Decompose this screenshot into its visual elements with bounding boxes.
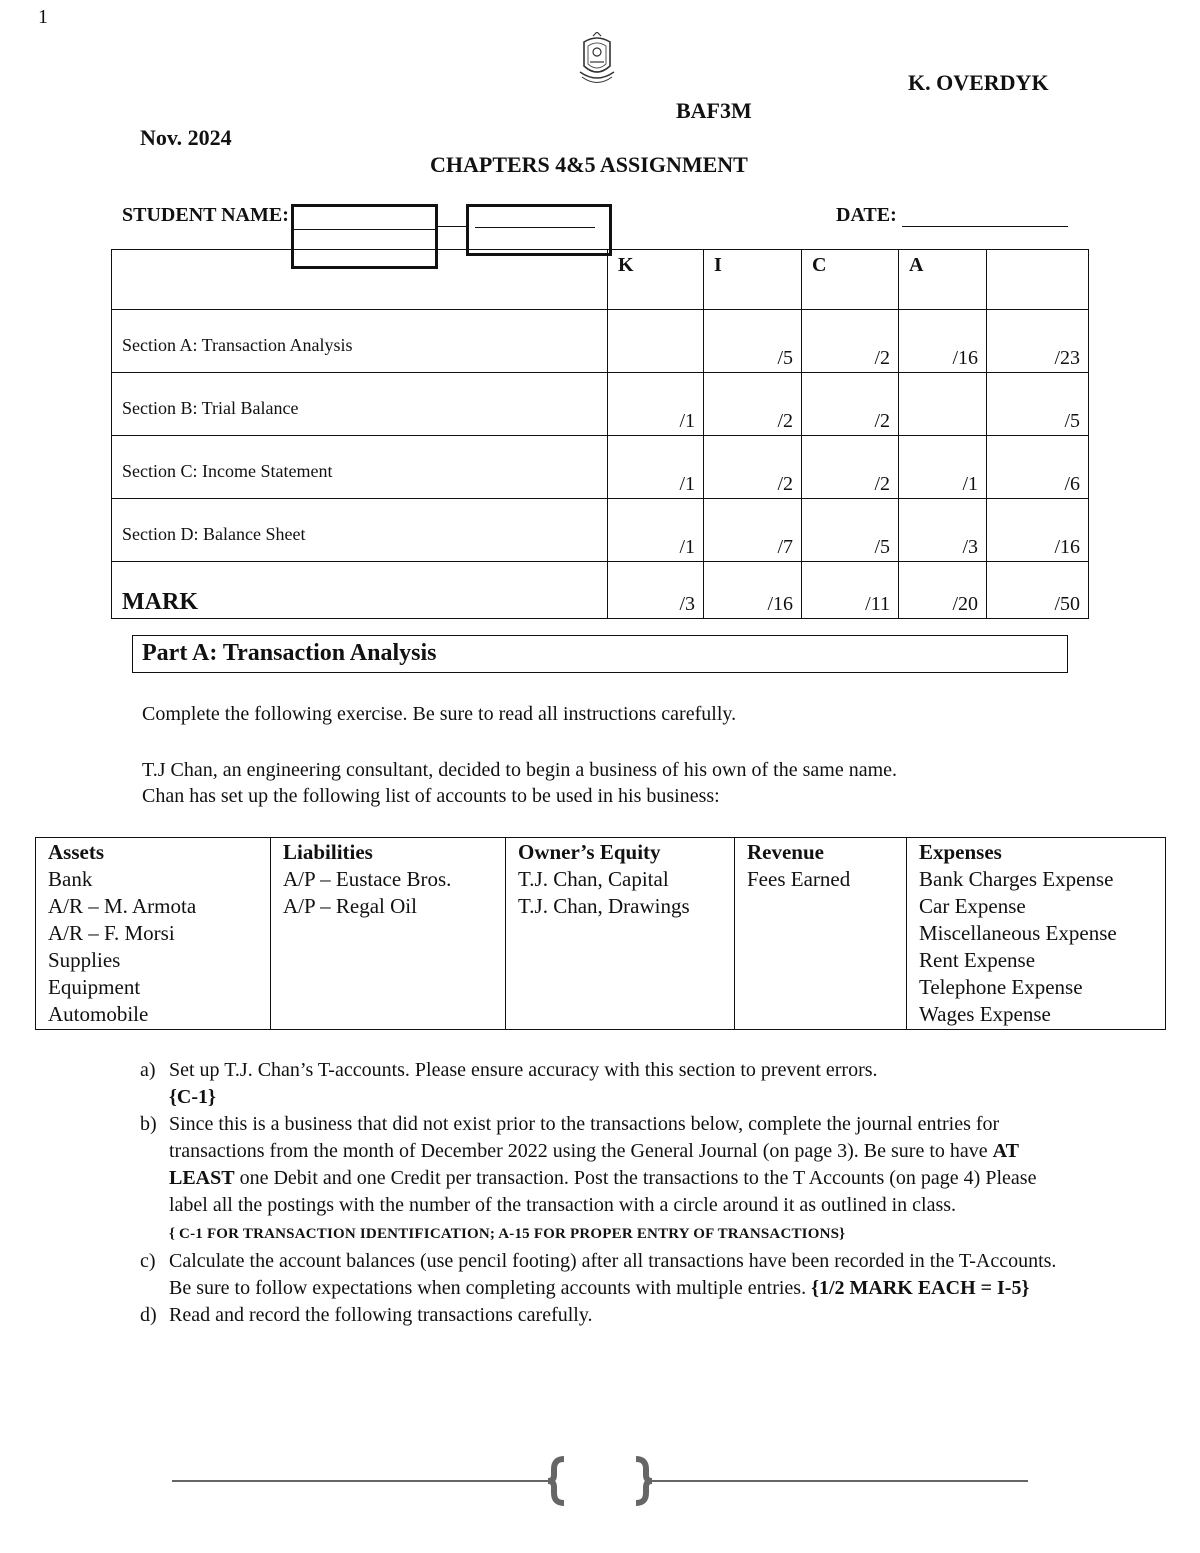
marks-cell: /23	[987, 310, 1089, 373]
instruction-text: Set up T.J. Chan’s T-accounts. Please ensure accuracy with this section to prevent errors.	[169, 1059, 878, 1081]
marks-col-header: K	[608, 250, 704, 310]
instruction-letter: c)	[140, 1250, 156, 1272]
marks-row-label: Section A: Transaction Analysis	[112, 310, 608, 373]
marks-cell: /5	[987, 373, 1089, 436]
part-a-heading: Part A: Transaction Analysis	[132, 635, 1068, 673]
account-item: Fees Earned	[747, 867, 851, 891]
marks-cell	[608, 310, 704, 373]
account-item: Bank Charges Expense	[919, 867, 1114, 891]
marks-total-cell: /50	[987, 562, 1089, 619]
story-text-line-2: Chan has set up the following list of accounts to be used in his business:	[142, 785, 720, 807]
instruction-item-d	[140, 1302, 1070, 1329]
marks-total-cell: /11	[802, 562, 899, 619]
marks-cell: /2	[802, 373, 899, 436]
marks-row-label: Section C: Income Statement	[112, 436, 608, 499]
chart-of-accounts-table	[35, 837, 1166, 1030]
accounts-column-revenue	[735, 838, 907, 1030]
date-label: DATE:	[836, 204, 897, 226]
marks-cell: /2	[704, 373, 802, 436]
instructions-list	[140, 1057, 1070, 1329]
course-code: BAF3M	[676, 98, 752, 123]
marks-cell: /5	[802, 499, 899, 562]
account-item: Equipment	[48, 975, 141, 999]
marks-cell: /1	[899, 436, 987, 499]
instruction-text: Calculate the account balances (use pencil footing) after all transactions have been recorded in the T-Accounts. Be sure to follow expectations when completing accounts with multiple entries.	[169, 1250, 1057, 1299]
marks-total-label: MARK	[112, 562, 608, 619]
account-item: Supplies	[48, 948, 121, 972]
marks-header-row	[112, 250, 1089, 310]
marks-total-cell: /16	[704, 562, 802, 619]
instruction-item-c	[140, 1248, 1070, 1302]
marks-col-header: A	[899, 250, 987, 310]
marks-cell: /16	[987, 499, 1089, 562]
assignment-title: CHAPTERS 4&5 ASSIGNMENT	[430, 152, 748, 177]
accounts-heading: Owner’s Equity	[518, 840, 661, 864]
account-item: Bank	[48, 867, 93, 891]
accounts-column-expenses	[907, 838, 1166, 1030]
name-connector-line	[438, 226, 468, 227]
marks-col-header: C	[802, 250, 899, 310]
marks-row-label: Section B: Trial Balance	[112, 373, 608, 436]
marks-cell: /7	[704, 499, 802, 562]
account-item: Miscellaneous Expense	[919, 921, 1117, 945]
accounts-heading: Assets	[48, 840, 104, 864]
marks-total-cell: /20	[899, 562, 987, 619]
footer-page-ornament	[172, 1455, 1028, 1507]
account-item: Rent Expense	[919, 948, 1036, 972]
marks-row	[112, 310, 1089, 373]
marking-tag: { C-1 FOR TRANSACTION IDENTIFICATION; A-15 FOR PROPER ENTRY OF TRANSACTIONS}	[169, 1226, 846, 1242]
marks-cell: /1	[608, 436, 704, 499]
accounts-row	[36, 838, 1166, 1030]
account-item: A/R – F. Morsi	[48, 921, 175, 945]
instruction-letter: a)	[140, 1059, 156, 1081]
intro-text: Complete the following exercise. Be sure to read all instructions carefully.	[142, 703, 737, 725]
marks-col-header: I	[704, 250, 802, 310]
accounts-heading: Expenses	[919, 840, 1002, 864]
marks-cell: /1	[608, 373, 704, 436]
account-item: Wages Expense	[919, 1002, 1051, 1026]
account-item: A/P – Regal Oil	[283, 894, 417, 918]
account-item: Automobile	[48, 1002, 149, 1026]
marks-cell: /6	[987, 436, 1089, 499]
marks-cell: /2	[802, 310, 899, 373]
student-name-label: STUDENT NAME:	[122, 204, 289, 226]
teacher-name: K. OVERDYK	[908, 70, 1049, 95]
school-crest-logo	[576, 32, 618, 88]
marks-row	[112, 373, 1089, 436]
account-item: T.J. Chan, Drawings	[518, 894, 690, 918]
instruction-item-a	[140, 1057, 1070, 1111]
marking-tag: {1/2 MARK EACH = I-5}	[811, 1277, 1030, 1299]
instruction-text: Since this is a business that did not exist prior to the transactions below, complete the journal entries for transactions from the month of December 2022 using the General Journal (on page 3). Be sure to have	[169, 1113, 1000, 1162]
accounts-column-liabilities	[271, 838, 506, 1030]
marks-cell	[899, 373, 987, 436]
marks-total-cell: /3	[608, 562, 704, 619]
accounts-heading: Liabilities	[283, 840, 373, 864]
account-item: A/P – Eustace Bros.	[283, 867, 452, 891]
marking-tag: {C-1}	[169, 1086, 216, 1108]
marks-total-row	[112, 562, 1089, 619]
instruction-letter: d)	[140, 1304, 157, 1326]
marks-row-label: Section D: Balance Sheet	[112, 499, 608, 562]
account-item: A/R – M. Armota	[48, 894, 197, 918]
marks-cell: /16	[899, 310, 987, 373]
assignment-date: Nov. 2024	[140, 125, 232, 150]
instruction-item-b	[140, 1111, 1070, 1248]
marks-col-header	[987, 250, 1089, 310]
marks-cell: /5	[704, 310, 802, 373]
marks-cell: /2	[704, 436, 802, 499]
marks-cell: /1	[608, 499, 704, 562]
marks-header-blank	[112, 250, 608, 310]
instruction-text: Read and record the following transactions carefully.	[169, 1304, 593, 1326]
instruction-text-continued: one Debit and one Credit per transaction. Post the transactions to the T Accounts (on page 4) Please label all the postings with the number of the transaction with a circle around it as outlined in class.	[169, 1167, 1037, 1216]
accounts-heading: Revenue	[747, 840, 824, 864]
accounts-column-assets	[36, 838, 271, 1030]
date-field-line[interactable]	[902, 226, 1068, 227]
marks-row	[112, 499, 1089, 562]
account-item: Telephone Expense	[919, 975, 1083, 999]
marks-cell: /2	[802, 436, 899, 499]
emphasis-text: AT LEAST	[169, 1140, 1019, 1189]
marks-table	[111, 249, 1089, 619]
account-item: T.J. Chan, Capital	[518, 867, 669, 891]
instruction-letter: b)	[140, 1113, 157, 1135]
marks-row	[112, 436, 1089, 499]
accounts-column-owners-equity	[506, 838, 735, 1030]
page-number: 1	[38, 6, 48, 28]
marks-cell: /3	[899, 499, 987, 562]
account-item: Car Expense	[919, 894, 1026, 918]
story-text-line-1: T.J Chan, an engineering consultant, decided to begin a business of his own of the same name.	[142, 759, 897, 781]
